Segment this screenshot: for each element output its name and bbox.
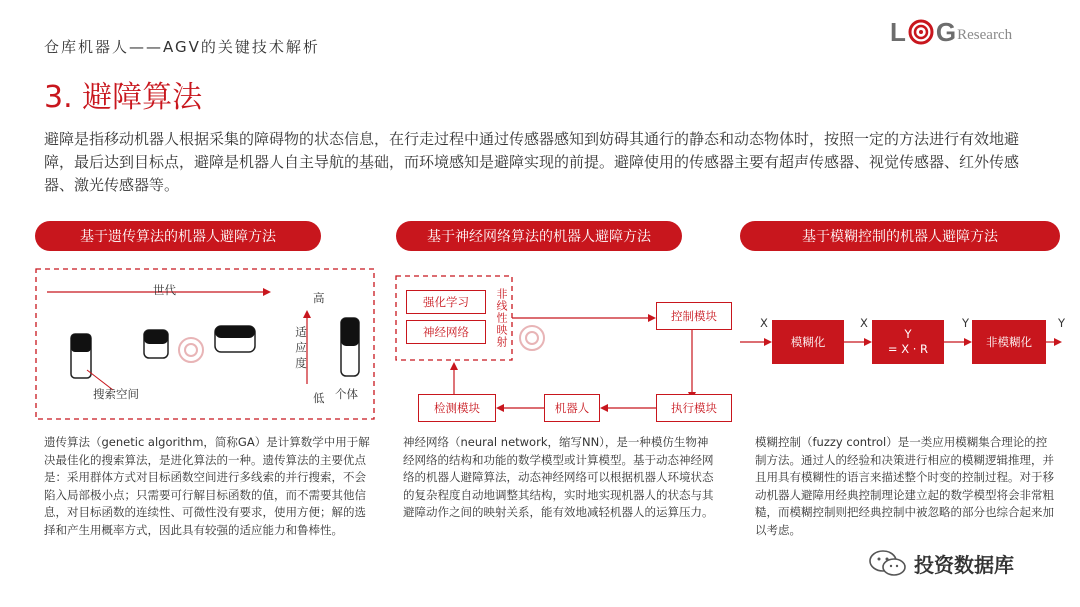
- logo: [890, 18, 1012, 46]
- search-space-label: 搜索空间: [93, 387, 139, 401]
- nonlinear-mapping-label: 非线性映射: [495, 288, 508, 348]
- fitness-label: 适应度: [294, 326, 308, 373]
- fitness-low-label: 低: [313, 391, 325, 405]
- control-module-box: 控制模块: [656, 302, 732, 330]
- wechat-icon: [868, 548, 908, 578]
- input-x-label: X: [760, 316, 768, 330]
- neural-description: 神经网络（neural network，缩写NN），是一种模仿生物神经网络的结构和功能的数学模型或计算模型。基于动态神经网络的机器人避障算法，动态神经网络可以根据机器人环境状态的复杂程度自动地调整其结构，实时地实现机器人的状态与其避障动作之间的映射关系，能有效地减轻机器人的运算压力。: [403, 435, 714, 519]
- generation-label: 世代: [153, 283, 176, 297]
- watermark: [868, 548, 1014, 578]
- intro-paragraph: 避障是指移动机器人根据采集的障碍物的状态信息，在行走过程中通过传感器感知到妨碍其通行的静态和动态物体时，按照一定的方法进行有效地避障，最后达到目标点，避障是机器人自主导航的基础，而环境感知是避障实现的前提。避障使用的传感器主要有超声传感器、视觉传感器、红外传感器、激光传感器等。: [44, 130, 1020, 194]
- genetic-diagram: [35, 268, 375, 420]
- robot-box: 机器人: [544, 394, 600, 422]
- neural-network-box: 神经网络: [406, 320, 486, 344]
- logo-letter-l: L: [890, 16, 906, 47]
- formula-top: Y: [904, 327, 912, 341]
- panel-heading-genetic: 基于遗传算法的机器人避障方法: [35, 221, 321, 251]
- fitness-high-label: 高: [313, 291, 325, 305]
- fuzzification-box: 模糊化: [772, 320, 844, 364]
- individual-label: 个体: [335, 387, 358, 401]
- formula-bottom: = X · R: [887, 342, 929, 356]
- target-icon: [908, 19, 934, 45]
- logo-suffix: Research: [957, 26, 1013, 43]
- panel-heading-fuzzy: 基于模糊控制的机器人避障方法: [740, 221, 1060, 251]
- page-subtitle: 仓库机器人——AGV的关键技术解析: [44, 38, 320, 56]
- fuzzy-diagram: [740, 310, 1070, 380]
- neural-diagram: [392, 272, 742, 424]
- defuzzification-box: 非模糊化: [972, 320, 1046, 364]
- logo-letter-g: G: [935, 16, 957, 47]
- genetic-description: 遗传算法（genetic algorithm，简称GA）是计算数学中用于解决最佳化的搜索算法，是进化算法的一种。遗传算法的主要优点是：采用群体方式对目标函数空间进行多线索的并行搜索，不会陷入局部极小点；只需要可行解目标函数的值，而不需要其他信息，对目标函数的连续性、可微性没有要求，使用方便；解的选择和产生用概率方式，因此具有较强的适应能力和鲁棒性。: [44, 435, 370, 537]
- page-title: 3. 避障算法: [44, 80, 203, 115]
- fuzzy-description: 模糊控制（fuzzy control）是一类应用模糊集合理论的控制方法。通过人的经验和决策进行相应的模糊逻辑推理，并且用具有模糊性的语言来描述整个时变的控制过程。对于移动机器人避障用经典控制理论建立起的数学模型将会非常粗糙，而模糊控制则把经典控制中被忽略的部分也综合起来加以考虑。: [755, 435, 1054, 537]
- fuzzy-x-label: X: [860, 316, 868, 330]
- execution-module-box: 执行模块: [656, 394, 732, 422]
- watermark-text: 投资数据库: [914, 552, 1014, 577]
- fuzzy-y-label: Y: [962, 316, 970, 330]
- panel-heading-neural: 基于神经网络算法的机器人避障方法: [396, 221, 682, 251]
- output-y-label: Y: [1058, 316, 1066, 330]
- fuzzy-inference-box: [872, 320, 944, 364]
- reinforcement-learning-box: 强化学习: [406, 290, 486, 314]
- detection-module-box: 检测模块: [418, 394, 496, 422]
